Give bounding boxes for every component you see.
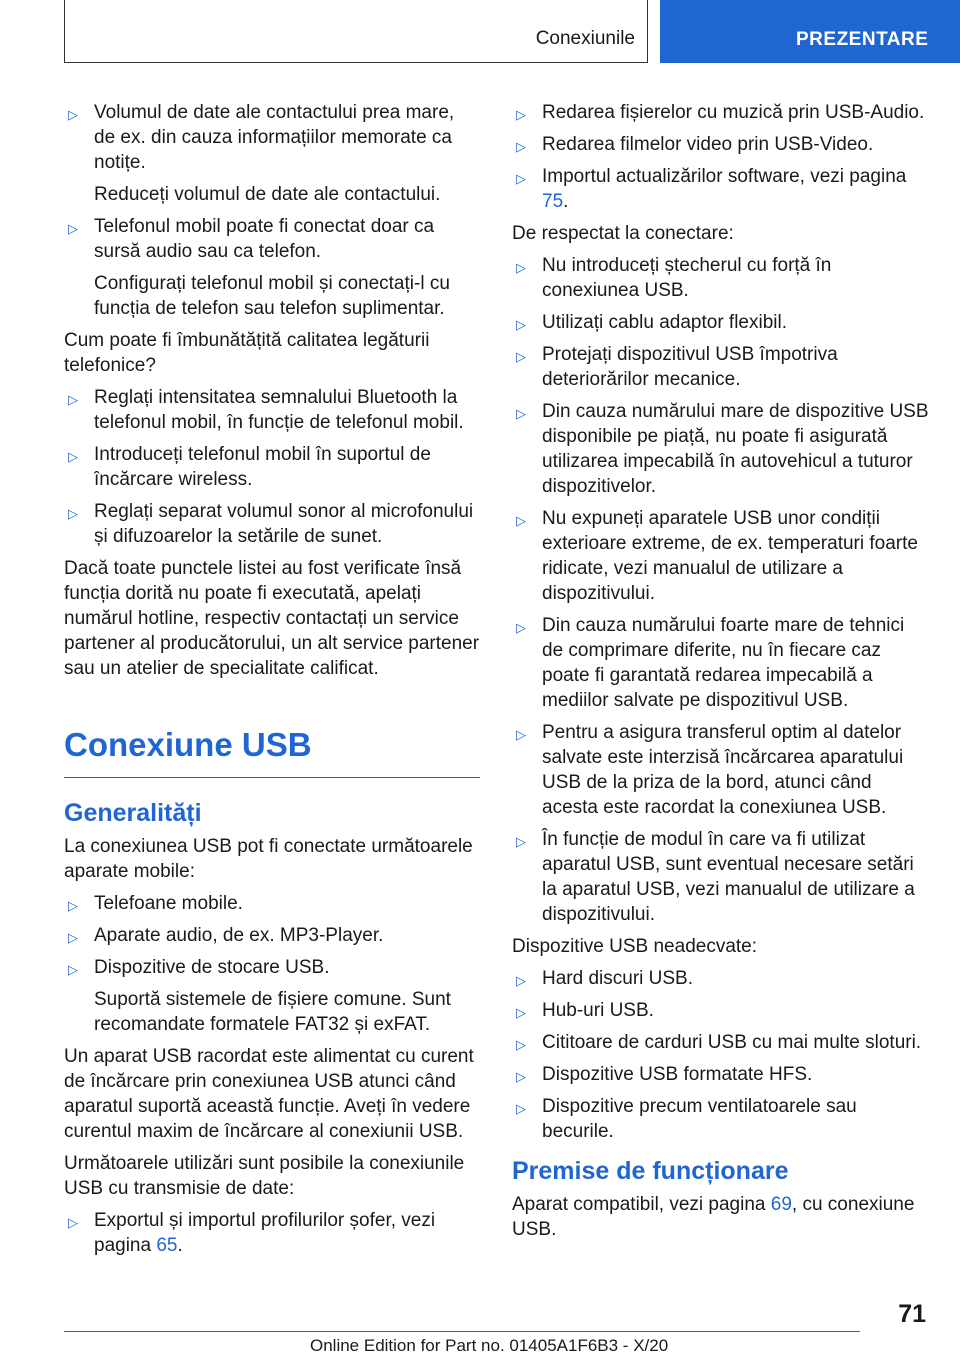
- bullet-triangle-icon: ▷: [516, 1005, 526, 1020]
- bullet-triangle-icon: ▷: [68, 392, 78, 407]
- header-box: [64, 0, 648, 63]
- list-item-note: Suportă sistemele de fișiere comune. Sunt recomandate formatele FAT32 și exFAT.: [94, 989, 451, 1035]
- paragraph: Un aparat USB racordat este alimentat cu curent de încărcare prin conexiunea USB atunci când aparatul suportă această funcție. Aveți în vedere curentul maxim de încărcare al conexiunii USB.: [64, 1046, 474, 1142]
- section-label: PREZENTARE: [796, 29, 929, 50]
- section-tab[interactable]: [660, 0, 960, 63]
- list-item: ▷ Dispozitive precum ventilatoarele sau becurile.: [516, 1096, 857, 1142]
- bullet-triangle-icon: ▷: [516, 349, 526, 364]
- bullet-triangle-icon: ▷: [68, 1215, 78, 1230]
- bullet-triangle-icon: ▷: [516, 727, 526, 742]
- page-link[interactable]: 75: [542, 191, 564, 212]
- page-number: 71: [898, 1300, 926, 1328]
- list-item: ▷ În funcție de modul în care va fi utilizat aparatul USB, sunt eventual necesare setări la aparatul USB, vezi manualul de utilizare a dispozitivului.: [516, 829, 915, 925]
- paragraph: De respectat la conectare:: [512, 223, 734, 244]
- list-item: ▷ Hub-uri USB.: [512, 998, 930, 1023]
- bullet-triangle-icon: ▷: [68, 962, 78, 977]
- left-column: [64, 100, 480, 1265]
- page-link[interactable]: 65: [156, 1235, 178, 1256]
- bullet-triangle-icon: ▷: [68, 898, 78, 913]
- list-item: ▷ Exportul și importul profilurilor șofer, vezi pagina 65.: [68, 1210, 436, 1256]
- bullet-triangle-icon: ▷: [516, 1101, 526, 1116]
- list-item: ▷ Dispozitive USB formatate HFS.: [512, 1062, 930, 1087]
- paragraph: La conexiunea USB pot fi conectate următoarele aparate mobile:: [64, 836, 473, 882]
- list-item: ▷ Aparate audio, de ex. MP3-Player.: [64, 923, 480, 948]
- bullet-triangle-icon: ▷: [516, 317, 526, 332]
- list-item-note: Configurați telefonul mobil și conectați-l cu funcția de telefon sau telefon suplimentar.: [94, 273, 450, 319]
- bullet-triangle-icon: ▷: [68, 107, 78, 122]
- paragraph: Cum poate fi îmbunătățită calitatea legăturii telefonice?: [64, 330, 430, 376]
- bullet-triangle-icon: ▷: [516, 260, 526, 275]
- bullet-triangle-icon: ▷: [516, 139, 526, 154]
- right-column: [512, 100, 930, 1249]
- list-item: ▷ Cititoare de carduri USB cu mai multe sloturi.: [512, 1030, 930, 1055]
- list-item: ▷ Pentru a asigura transferul optim al datelor salvate este interzisă încărcarea aparatului USB de la priza de la bord, atunci când acesta este racordat la conexiunea USB.: [516, 722, 904, 818]
- list-item: ▷ Din cauza numărului foarte mare de tehnici de comprimare diferite, nu în fiecare caz poate fi garantată redarea impecabilă a mediilor salvate pe dispozitivul USB.: [516, 615, 905, 711]
- list-item: ▷ Redarea fișierelor cu muzică prin USB-Audio.: [512, 100, 930, 125]
- section-heading: Conexiune USB: [64, 725, 480, 778]
- bullet-triangle-icon: ▷: [516, 973, 526, 988]
- list-item: ▷ Nu expuneți aparatele USB unor condiții exterioare extreme, de ex. temperaturi foarte ridicate, vezi manualul de utilizare a dispozitivului.: [516, 508, 918, 604]
- bullet-triangle-icon: ▷: [516, 1069, 526, 1084]
- bullet-triangle-icon: ▷: [516, 171, 526, 186]
- list-item: ▷ Redarea filmelor video prin USB-Video.: [512, 132, 930, 157]
- list-item: ▷ Introduceți telefonul mobil în suportul de încărcare wireless.: [68, 444, 431, 490]
- list-item-note: Reduceți volumul de date ale contactului.: [94, 184, 441, 205]
- footer-divider: [64, 1331, 860, 1332]
- subsection-heading: Generalități: [64, 799, 202, 827]
- bullet-triangle-icon: ▷: [516, 1037, 526, 1052]
- paragraph: Dacă toate punctele listei au fost verificate însă funcția dorită nu poate fi executată, apelați numărul hotline, respectiv contactați un service partener al producătorului, un alt service partener sau un atelier de specialitate calificat.: [64, 558, 480, 679]
- list-item: ▷ Nu introduceți ștecherul cu forță în conexiunea USB.: [516, 255, 832, 301]
- list-item: ▷ Telefoane mobile.: [64, 891, 480, 916]
- page-link[interactable]: 69: [770, 1194, 792, 1215]
- paragraph: Următoarele utilizări sunt posibile la conexiunile USB cu transmisie de date:: [64, 1153, 465, 1199]
- subsection-heading: Premise de funcționare: [512, 1157, 789, 1185]
- list-item: ▷ Importul actualizărilor software, vezi pagina 75.: [516, 166, 907, 212]
- bullet-triangle-icon: ▷: [68, 930, 78, 945]
- list-item: ▷ Reglați intensitatea semnalului Bluetooth la telefonul mobil, în funcție de telefonul mobil.: [68, 387, 464, 433]
- footer-edition: Online Edition for Part no. 01405A1F6B3 - X/20: [310, 1336, 669, 1355]
- list-item: ▷ Protejați dispozitivul USB împotriva deteriorărilor mecanice.: [516, 344, 838, 390]
- bullet-triangle-icon: ▷: [516, 834, 526, 849]
- bullet-triangle-icon: ▷: [68, 506, 78, 521]
- bullet-triangle-icon: ▷: [516, 107, 526, 122]
- list-item: ▷ Telefonul mobil poate fi conectat doar ca sursă audio sau ca telefon.: [68, 216, 435, 262]
- paragraph: Aparat compatibil, vezi pagina 69, cu conexiune USB.: [512, 1194, 915, 1240]
- bullet-triangle-icon: ▷: [516, 406, 526, 421]
- paragraph: Dispozitive USB neadecvate:: [512, 936, 758, 957]
- bullet-triangle-icon: ▷: [516, 513, 526, 528]
- list-item: ▷ Hard discuri USB.: [512, 966, 930, 991]
- list-item: ▷ Reglați separat volumul sonor al microfonului și difuzoarelor la setările de sunet.: [68, 501, 474, 547]
- bullet-triangle-icon: ▷: [68, 221, 78, 236]
- list-item: ▷ Din cauza numărului mare de dispozitive USB disponibile pe piață, nu poate fi asigurată utilizarea impecabilă în autovehicul a tuturor dispozitivelor.: [516, 401, 929, 497]
- bullet-triangle-icon: ▷: [68, 449, 78, 464]
- list-item: ▷ Volumul de date ale contactului prea mare, de ex. din cauza informațiilor memorate ca notițe.: [68, 102, 455, 173]
- bullet-triangle-icon: ▷: [516, 620, 526, 635]
- list-item: ▷ Dispozitive de stocare USB.: [64, 955, 480, 980]
- list-item: ▷ Utilizați cablu adaptor flexibil.: [512, 310, 930, 335]
- chapter-title: Conexiunile: [535, 28, 635, 49]
